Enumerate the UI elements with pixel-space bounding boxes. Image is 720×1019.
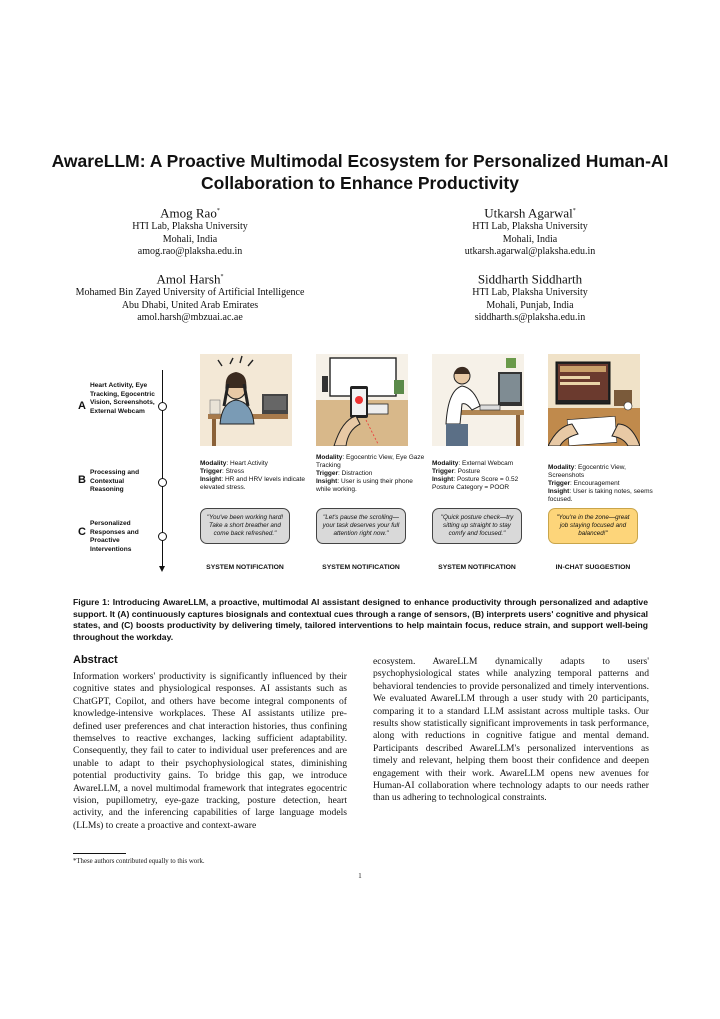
row-a-node-icon <box>158 402 167 411</box>
author-4 <box>400 269 660 325</box>
author-affiliation: HTI Lab, Plaksha University <box>472 221 588 233</box>
author-3: Amol Harsh* Mohamed Bin Zayed University of Artificial Intelligence Abu Dhabi, United Arab Emirates amol.harsh@mbzuai.ac.ae <box>40 269 340 325</box>
phone-distraction-icon <box>316 354 408 446</box>
author-name: Utkarsh Agarwal <box>484 205 573 221</box>
author-location: Mohali, India <box>502 233 558 245</box>
stressed-person-icon <box>200 354 292 446</box>
author-1: Amog Rao* HTI Lab, Plaksha University Mohali, India amog.rao@plaksha.edu.in <box>60 203 320 259</box>
panel-2-caption: Modality: Egocentric View, Eye Gaze Tracking Trigger: Distraction Insight: User is using their phone while working. <box>316 454 425 493</box>
posture-person-icon <box>432 354 524 446</box>
panel-2-message: "Let's pause the scrolling—your task deserves your full attention right now." <box>316 508 406 544</box>
author-email[interactable]: amol.harsh@mbzuai.ac.ae <box>137 312 243 324</box>
row-a-letter: A <box>78 400 86 412</box>
footnote: *These authors contributed equally to this work. <box>73 858 205 865</box>
row-c-letter: C <box>78 526 86 538</box>
row-b-node-icon <box>158 478 167 487</box>
footnote-rule <box>73 853 126 854</box>
author-affiliation: Mohamed Bin Zayed University of Artificial Intelligence <box>75 287 305 299</box>
author-location: Mohali, Punjab, India <box>486 299 574 311</box>
panel-3-channel: SYSTEM NOTIFICATION <box>438 564 516 571</box>
panel-1-caption: Modality: Heart Activity Trigger: Stress Insight: HR and HRV levels indicate elevated stress. <box>200 460 306 491</box>
row-b-letter: B <box>78 474 86 486</box>
author-affiliation: HTI Lab, Plaksha University <box>132 221 248 233</box>
abstract-heading: Abstract <box>73 654 118 666</box>
panel-1-channel: SYSTEM NOTIFICATION <box>206 564 284 571</box>
row-a-label: Heart Activity, Eye Tracking, Egocentric Vision, Screenshots, External Webcam <box>90 382 155 415</box>
row-c-node-icon <box>158 532 167 541</box>
figure-1 <box>74 350 654 585</box>
author-email[interactable]: siddharth.s@plaksha.edu.in <box>474 312 586 324</box>
row-b-label: Processing and Contextual Reasoning <box>90 469 140 493</box>
row-c-label: Personalized Responses and Proactive Interventions <box>90 520 139 553</box>
panel-4-channel: IN-CHAT SUGGESTION <box>555 564 631 571</box>
panel-1-message: "You've been working hard! Take a short breather and come back refreshed." <box>200 508 290 544</box>
author-name: Amog Rao <box>160 205 217 221</box>
author-email[interactable]: utkarsh.agarwal@plaksha.edu.in <box>464 246 596 258</box>
panel-4-caption: Modality: Egocentric View, Screenshots Trigger: Encouragement Insight: User is taking notes, seems focused. <box>548 464 653 503</box>
author-affiliation: HTI Lab, Plaksha University <box>472 287 588 299</box>
author-location: Abu Dhabi, United Arab Emirates <box>121 299 259 311</box>
panel-3-message: "Quick posture check—try sitting up straight to stay comfy and focused." <box>432 508 522 544</box>
panel-2-channel: SYSTEM NOTIFICATION <box>322 564 400 571</box>
author-2: Utkarsh Agarwal* HTI Lab, Plaksha University Mohali, India utkarsh.agarwal@plaksha.edu.in <box>400 203 660 259</box>
panel-4-message: "You're in the zone—great job staying focused and balanced!" <box>548 508 638 544</box>
panel-3-caption: Modality: External Webcam Trigger: Posture Insight: Posture Score = 0.52 Posture Category = POOR <box>432 460 519 491</box>
note-taking-icon <box>548 354 640 446</box>
abstract-column-1: Information workers' productivity is significantly influenced by their cognitive states and physiological responses. AI assistants such as ChatGPT, Copilot, and others have become integral components of knowledge-intensive workplaces. These AI assistants utilize pre-defined user preferences and chat interaction histories, thus confining themselves to reactive exchanges, lacking sufficient adaptability. Consequently, they fail to cater to individual user preferences and are unable to adapt to their psychophysiological states, diminishing potential productivity gains. To bridge this gap, we introduce AwareLLM, a novel multimodal framework that integrates egocentric vision, pupillometry, eye-gaze tracking, posture detection, heart activity, and the inferencing capabilities of large language models (LLMs) to create a proactive and context-aware <box>73 671 347 831</box>
abstract-column-2: ecosystem. AwareLLM dynamically adapts to users' psychophysiological states while analyzing temporal patterns and behavioral tendencies to provide personalized and timely interventions. We evaluated AwareLLM through a user study with 20 participants, comparing it to a standard LLM assistant across multiple tasks. Our results show statistically significant improvements in task performance, along with reductions in cognitive fatigue and mental demand. Participants described AwareLLM's personalized interventions as timely and relevant, helping them boost their confidence and deepen engagement with their work. AwareLLM opens new avenues for Human-AI collaboration where technology adapts to our needs rather than us adhering to technological constraints. <box>373 656 649 804</box>
author-name: Siddharth Siddharth <box>477 271 583 287</box>
author-email[interactable]: amog.rao@plaksha.edu.in <box>137 246 243 258</box>
timeline-arrow-icon <box>159 566 165 572</box>
page-number: 1 <box>358 873 362 880</box>
author-name: Amol Harsh <box>156 271 221 287</box>
figure-caption: Figure 1: Introducing AwareLLM, a proactive, multimodal AI assistant designed to enhance productivity through personalized and adaptive support. It (A) continuously captures biosignals and contextual cues through a range of sensors, (B) interprets users' cognitive and physical states, and (C) boosts productivity by delivering timely, tailored interventions to help maintain focus, reduce strain, and support well-being throughout the workday. <box>73 597 648 642</box>
author-location: Mohali, India <box>162 233 218 245</box>
paper-title: AwareLLM: A Proactive Multimodal Ecosystem for Personalized Human-AI Collaboration to Enhance Productivity <box>51 151 669 193</box>
